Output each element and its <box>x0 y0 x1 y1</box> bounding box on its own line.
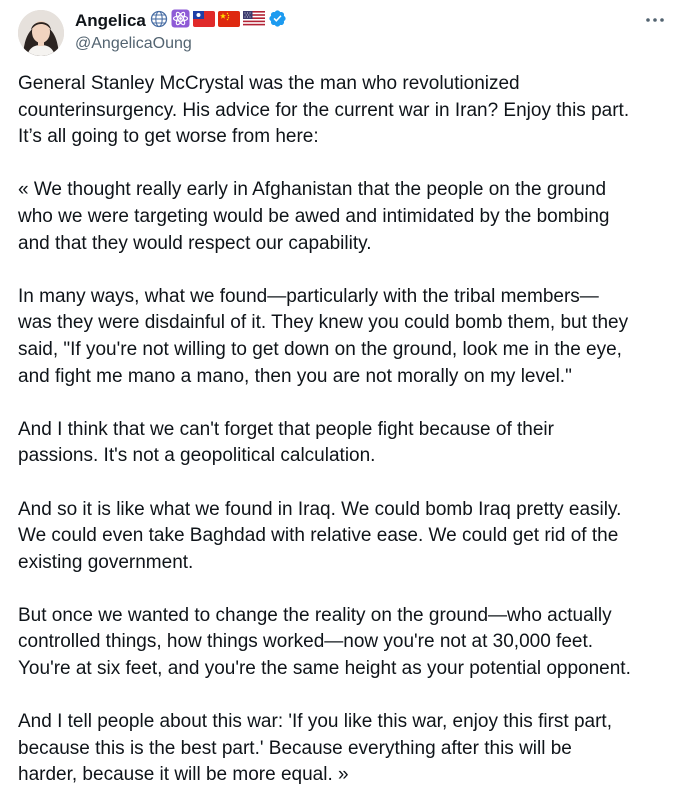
text-line: We could even take Baghdad with relative ease. We could get rid of the <box>18 525 619 547</box>
text-line: existing government. <box>18 551 194 573</box>
name-row <box>75 10 290 32</box>
text-line: who we were targeting would be awed and intimidated by the bombing <box>18 205 610 227</box>
tweet-text <box>18 71 673 789</box>
text-line: General Stanley McCrystal was the man who revolutionized <box>18 73 520 94</box>
text-line: It’s all going to get worse from here: <box>18 126 319 148</box>
paragraph <box>18 177 673 257</box>
text-line: because this is the best part.' Because everything after this will be <box>18 737 572 759</box>
paragraph <box>18 603 673 683</box>
text-line: said, "If you're not willing to get down on the ground, look me in the eye, <box>18 338 622 360</box>
paragraph <box>18 284 673 390</box>
taiwan-flag-icon <box>193 11 215 32</box>
text-line: « We thought really early in Afghanistan that the people on the ground <box>18 179 607 201</box>
us-flag-icon <box>243 11 265 32</box>
text-line: controlled things, how things worked—now you're not at 30,000 feet. <box>18 631 594 653</box>
paragraph <box>18 709 673 789</box>
text-line: And I think that we can't forget that people fight because of their <box>18 418 554 440</box>
text-line: And so it is like what we found in Iraq. We could bomb Iraq pretty easily. <box>18 498 622 520</box>
paragraph <box>18 497 673 577</box>
tweet-header <box>75 10 290 56</box>
text-line: But once we wanted to change the reality on the ground—who actually <box>18 604 612 626</box>
text-line: harder, because it will be more equal. » <box>18 764 349 786</box>
text-line: and that they would respect our capability. <box>18 232 372 254</box>
paragraph <box>18 71 673 151</box>
text-line: You're at six feet, and you're the same height as your potential opponent. <box>18 658 631 680</box>
more-horizontal-icon[interactable] <box>643 10 667 30</box>
paragraph <box>18 417 673 470</box>
text-line: In many ways, what we found—particularly with the tribal members— <box>18 285 599 307</box>
text-line: And I tell people about this war: 'If you like this war, enjoy this first part, <box>18 711 612 733</box>
avatar[interactable] <box>18 10 64 56</box>
verified-badge-icon[interactable] <box>268 9 287 33</box>
globe-icon <box>150 10 168 33</box>
text-line: passions. It's not a geopolitical calculation. <box>18 445 376 467</box>
display-name[interactable]: Angelica <box>75 11 146 30</box>
atom-icon <box>171 9 190 33</box>
text-line: counterinsurgency. His advice for the current war in Iran? Enjoy this part. <box>18 99 630 121</box>
text-line: and fight me mano a mano, then you are not morally on my level." <box>18 365 572 387</box>
text-line: was they were disdainful of it. They knew you could bomb them, but they <box>18 312 629 334</box>
avatar-image <box>18 10 64 56</box>
user-handle[interactable]: @AngelicaOung <box>75 35 192 52</box>
china-flag-icon <box>218 11 240 32</box>
